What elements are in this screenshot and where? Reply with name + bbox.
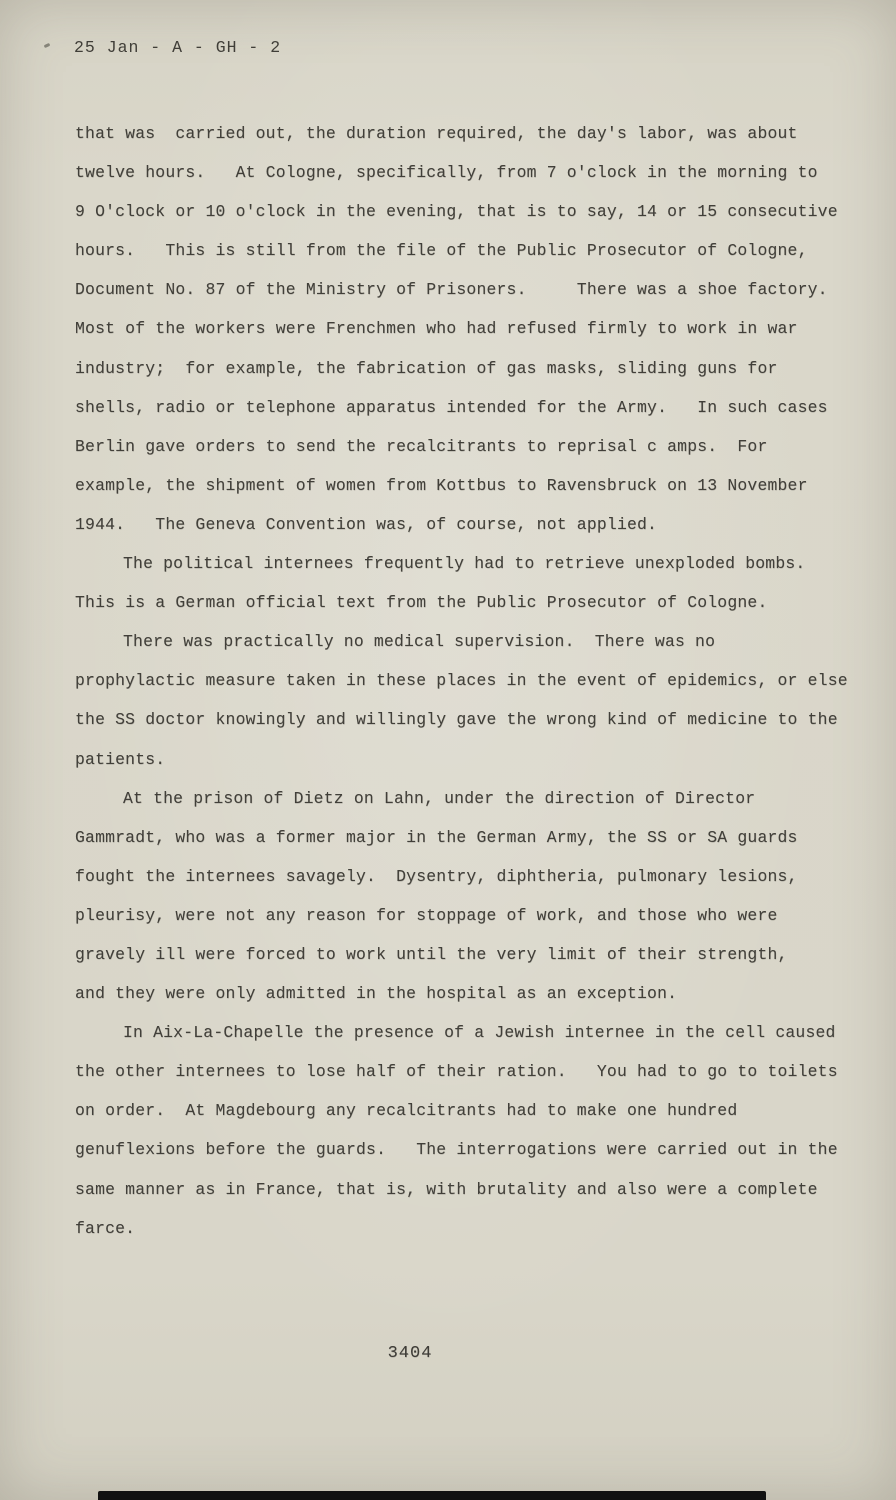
text-line: gravely ill were forced to work until the very limit of their strength, — [75, 944, 788, 964]
document-header: 25 Jan - A - GH - 2 — [74, 38, 282, 57]
text-line: shells, radio or telephone apparatus intended for the Army. In such cases — [75, 397, 828, 417]
text-line: pleurisy, were not any reason for stoppage of work, and those who were — [75, 905, 778, 925]
text-line: patients. — [75, 749, 166, 769]
text-line: fought the internees savagely. Dysentry, diphtheria, pulmonary lesions, — [75, 866, 798, 886]
text-line: There was practically no medical supervision. There was no — [123, 632, 716, 652]
text-line: the other internees to lose half of their ration. You had to go to toilets — [75, 1062, 838, 1082]
scan-artifact-mark — [44, 43, 51, 48]
text-line: 9 O'clock or 10 o'clock in the evening, that is to say, 14 or 15 consecutive — [75, 202, 838, 222]
text-line: and they were only admitted in the hospital as an exception. — [75, 984, 678, 1004]
text-line: Document No. 87 of the Ministry of Prisoners. There was a shoe factory. — [75, 280, 828, 300]
text-line: farce. — [75, 1218, 136, 1238]
text-line: twelve hours. At Cologne, specifically, from 7 o'clock in the morning to — [75, 163, 818, 183]
text-line: hours. This is still from the file of the Public Prosecutor of Cologne, — [75, 241, 808, 261]
text-line: example, the shipment of women from Kottbus to Ravensbruck on 13 November — [75, 475, 808, 495]
text-line: the SS doctor knowingly and willingly gave the wrong kind of medicine to the — [75, 710, 838, 730]
text-line: This is a German official text from the Public Prosecutor of Cologne. — [75, 593, 768, 613]
text-line: Most of the workers were Frenchmen who had refused firmly to work in war — [75, 319, 798, 339]
text-line: that was carried out, the duration required, the day's labor, was about — [75, 124, 798, 143]
text-line: 1944. The Geneva Convention was, of course, not applied. — [75, 514, 658, 534]
text-line: At the prison of Dietz on Lahn, under the direction of Director — [123, 788, 756, 808]
text-line: Berlin gave orders to send the recalcitrants to reprisal c amps. For — [75, 436, 768, 456]
text-line: on order. At Magdebourg any recalcitrants had to make one hundred — [75, 1101, 738, 1121]
page-number: 3404 — [387, 1344, 433, 1363]
text-line: Gammradt, who was a former major in the German Army, the SS or SA guards — [75, 827, 798, 847]
text-line: prophylactic measure taken in these places in the event of epidemics, or else — [75, 671, 848, 691]
text-line: industry; for example, the fabrication of gas masks, sliding guns for — [75, 358, 778, 378]
text-line: genuflexions before the guards. The interrogations were carried out in the — [75, 1140, 838, 1160]
text-line: In Aix-La-Chapelle the presence of a Jewish internee in the cell caused — [123, 1023, 836, 1043]
text-line: The political internees frequently had to retrieve unexploded bombs. — [123, 554, 806, 574]
document-body — [75, 114, 848, 1248]
scan-edge-artifact — [98, 1491, 766, 1500]
text-line: same manner as in France, that is, with brutality and also were a complete — [75, 1179, 818, 1199]
